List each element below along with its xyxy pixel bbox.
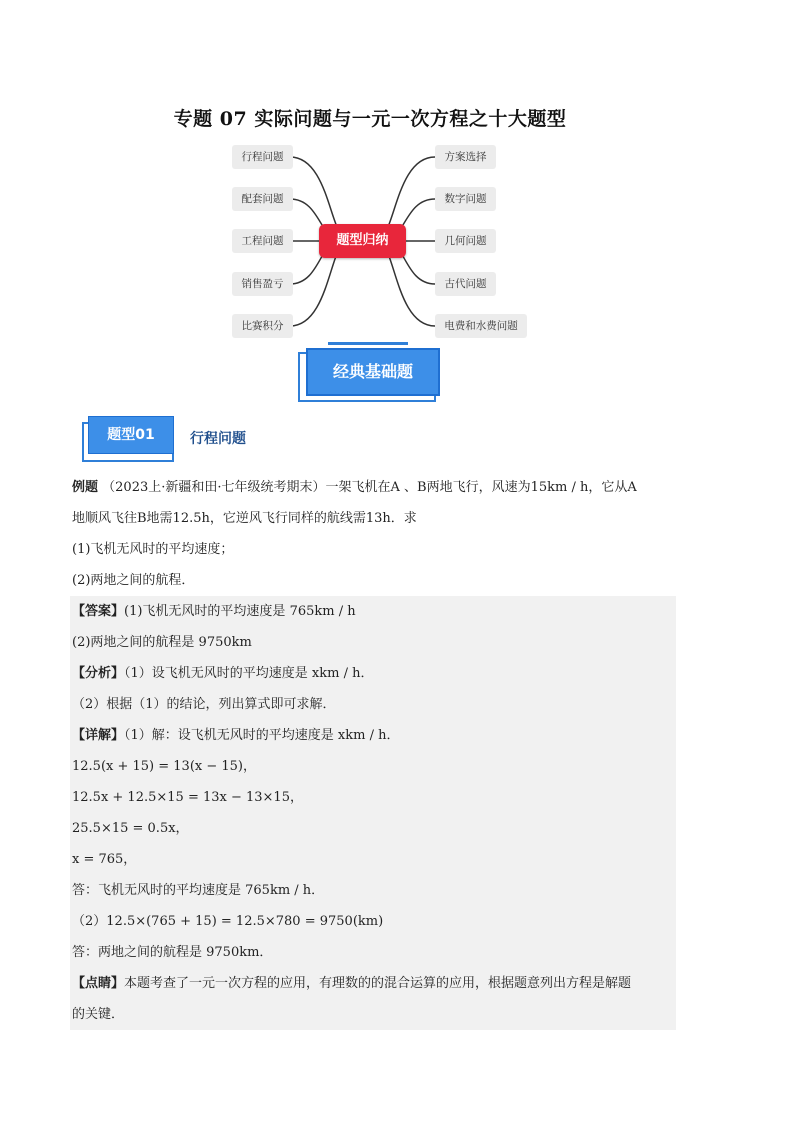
- mindmap-node-right: 数字问题: [435, 187, 496, 211]
- answer-line: (2)两地之间的航程是 9750km: [70, 627, 676, 658]
- banner-decoration: [328, 342, 408, 345]
- detail-text: （1）解：设飞机无风时的平均速度是 xkm / h．: [124, 728, 400, 743]
- equation-line: 25.5×15 = 0.5x，: [70, 813, 676, 844]
- comment-line: [70, 968, 676, 999]
- answer-label: 【答案】: [72, 604, 125, 619]
- question-1: (1)飞机无风时的平均速度；: [72, 542, 234, 557]
- section-banner: [298, 348, 444, 398]
- example-text: （2023上·新疆和田·七年级统考期末）一架飞机在A 、B两地飞行，风速为15km / h，它从A: [102, 480, 637, 495]
- type-heading: [82, 416, 482, 460]
- mindmap-node-left: 配套问题: [232, 187, 293, 211]
- answer-statement: 答：飞机无风时的平均速度是 765km / h．: [70, 875, 676, 906]
- answer-statement: 答：两地之间的航程是 9750km．: [70, 937, 676, 968]
- example-line: 地顺风飞往B地需12.5h，它逆风飞行同样的航线需13h．求: [72, 511, 417, 526]
- page-title: 专题 07 实际问题与一元一次方程之十大题型: [173, 108, 567, 130]
- analysis-label: 【分析】: [72, 666, 125, 681]
- mindmap-node-right: 电费和水费问题: [435, 314, 527, 338]
- mindmap-node-right: 几何问题: [435, 229, 496, 253]
- mindmap-center: 题型归纳: [319, 224, 406, 258]
- analysis-line: （2）根据（1）的结论，列出算式即可求解．: [70, 689, 676, 720]
- mindmap-node-left: 行程问题: [232, 145, 293, 169]
- equation-line: x = 765，: [70, 844, 676, 875]
- answer-line: [70, 596, 676, 627]
- equation-line: 12.5(x + 15) = 13(x − 15)，: [70, 751, 676, 782]
- question-2: (2)两地之间的航程．: [72, 573, 195, 588]
- example-lead: 例题: [72, 480, 99, 495]
- mindmap-node-left: 比赛积分: [232, 314, 293, 338]
- mindmap-node-right: 古代问题: [435, 272, 496, 296]
- example-content: [70, 472, 676, 1030]
- comment-text: 本题考查了一元一次方程的应用，有理数的的混合运算的应用，根据题意列出方程是解题: [124, 976, 632, 991]
- answer-text: (1)飞机无风时的平均速度是 765km / h: [124, 604, 356, 619]
- comment-line: 的关键．: [70, 999, 676, 1030]
- mindmap-node-left: 销售盈亏: [232, 272, 293, 296]
- analysis-text: （1）设飞机无风时的平均速度是 xkm / h．: [124, 666, 374, 681]
- comment-label: 【点睛】: [72, 976, 125, 991]
- equation-line: 12.5x + 12.5×15 = 13x − 13×15，: [70, 782, 676, 813]
- type-label: 题型01: [88, 416, 174, 454]
- detail-line: [70, 720, 676, 751]
- banner-label: 经典基础题: [306, 348, 440, 396]
- detail-label: 【详解】: [72, 728, 125, 743]
- mindmap-node-right: 方案选择: [435, 145, 496, 169]
- type-title: 行程问题: [190, 431, 246, 447]
- analysis-line: [70, 658, 676, 689]
- equation-line: （2）12.5×(765 + 15) = 12.5×780 = 9750(km): [70, 906, 676, 937]
- example-line: [70, 472, 676, 503]
- mindmap-node-left: 工程问题: [232, 229, 293, 253]
